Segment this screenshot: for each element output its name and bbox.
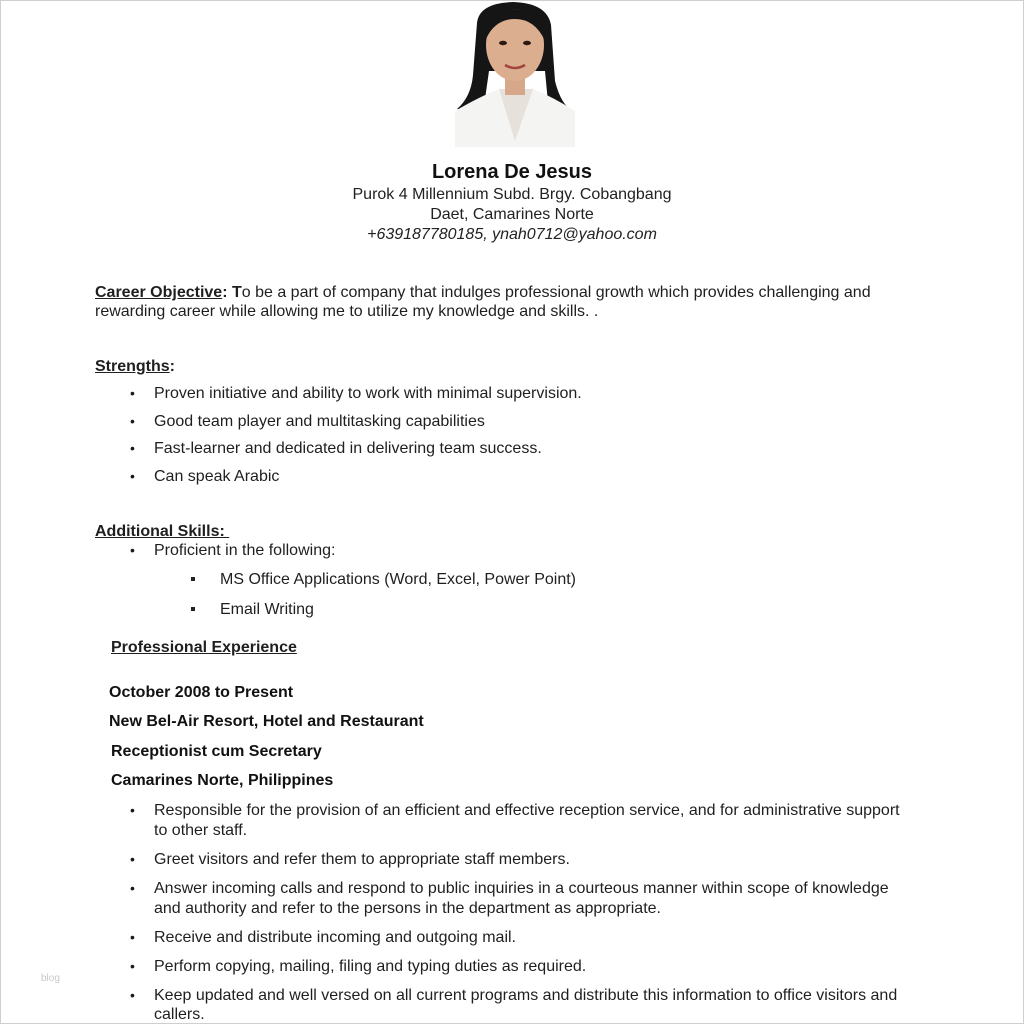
duty-line: Keep updated and well versed on all current programs and distribute this information to office visitors and [154, 987, 898, 1004]
bullet-icon: • [130, 958, 135, 974]
watermark: blog [41, 973, 60, 984]
duty-line: to other staff. [154, 822, 248, 839]
bullet-icon: • [130, 413, 135, 429]
strengths-heading-row [95, 357, 175, 376]
professional-experience-heading: Professional Experience [111, 639, 297, 656]
square-bullet-icon [191, 607, 195, 611]
duty-line: Greet visitors and refer them to appropriate staff members. [154, 851, 570, 868]
job-location: Camarines Norte, Philippines [111, 772, 334, 789]
bullet-icon: • [130, 385, 135, 401]
duty-line: and authority and refer to the persons in the department as appropriate. [154, 900, 661, 917]
list-item: Proven initiative and ability to work with minimal supervision. [154, 385, 582, 402]
address-line-2: Daet, Camarines Norte [430, 206, 594, 223]
career-objective-line-2: rewarding career while allowing me to utilize my knowledge and skills. . [95, 303, 599, 320]
bullet-icon: • [130, 851, 135, 867]
bullet-icon: • [130, 440, 135, 456]
job-title: Receptionist cum Secretary [111, 743, 322, 760]
bullet-icon: • [130, 880, 135, 896]
employment-period: October 2008 to Present [109, 684, 294, 701]
career-objective-lead-letter: T [231, 284, 242, 301]
contact-info: +639187780185, ynah0712@yahoo.com [367, 226, 657, 243]
sub-list-item: Email Writing [220, 601, 314, 618]
list-item: Fast-learner and dedicated in delivering team success. [154, 440, 542, 457]
career-objective-text-line-1: o be a part of company that indulges professional growth which provides challenging and [241, 284, 871, 301]
career-objective-heading: Career Objective [95, 284, 223, 301]
strengths-colon: : [169, 358, 175, 375]
career-objective-colon: : [222, 284, 232, 301]
duty-line: Perform copying, mailing, filing and typing duties as required. [154, 958, 587, 975]
duty-line: callers. [154, 1006, 205, 1023]
additional-skills-heading: Additional Skills: [95, 523, 230, 540]
career-objective [95, 283, 955, 302]
list-item: Proficient in the following: [154, 542, 336, 559]
square-bullet-icon [191, 577, 195, 581]
duty-line: Answer incoming calls and respond to public inquiries in a courteous manner within scope of knowledge [154, 880, 889, 897]
bullet-icon: • [130, 802, 135, 818]
applicant-name: Lorena De Jesus [431, 161, 593, 183]
sub-list-item: MS Office Applications (Word, Excel, Power Point) [220, 571, 576, 588]
profile-photo [449, 1, 581, 147]
strengths-heading: Strengths [95, 358, 170, 375]
duty-line: Receive and distribute incoming and outgoing mail. [154, 929, 516, 946]
bullet-icon: • [130, 929, 135, 945]
list-item: Good team player and multitasking capabilities [154, 413, 485, 430]
bullet-icon: • [130, 468, 135, 484]
list-item: Can speak Arabic [154, 468, 280, 485]
duty-line: Responsible for the provision of an efficient and effective reception service, and for administrative support [154, 802, 900, 819]
address-line-1: Purok 4 Millennium Subd. Brgy. Cobangbang [352, 186, 672, 203]
bullet-icon: • [130, 542, 135, 558]
bullet-icon: • [130, 987, 135, 1003]
employer-name: New Bel-Air Resort, Hotel and Restaurant [109, 713, 424, 730]
